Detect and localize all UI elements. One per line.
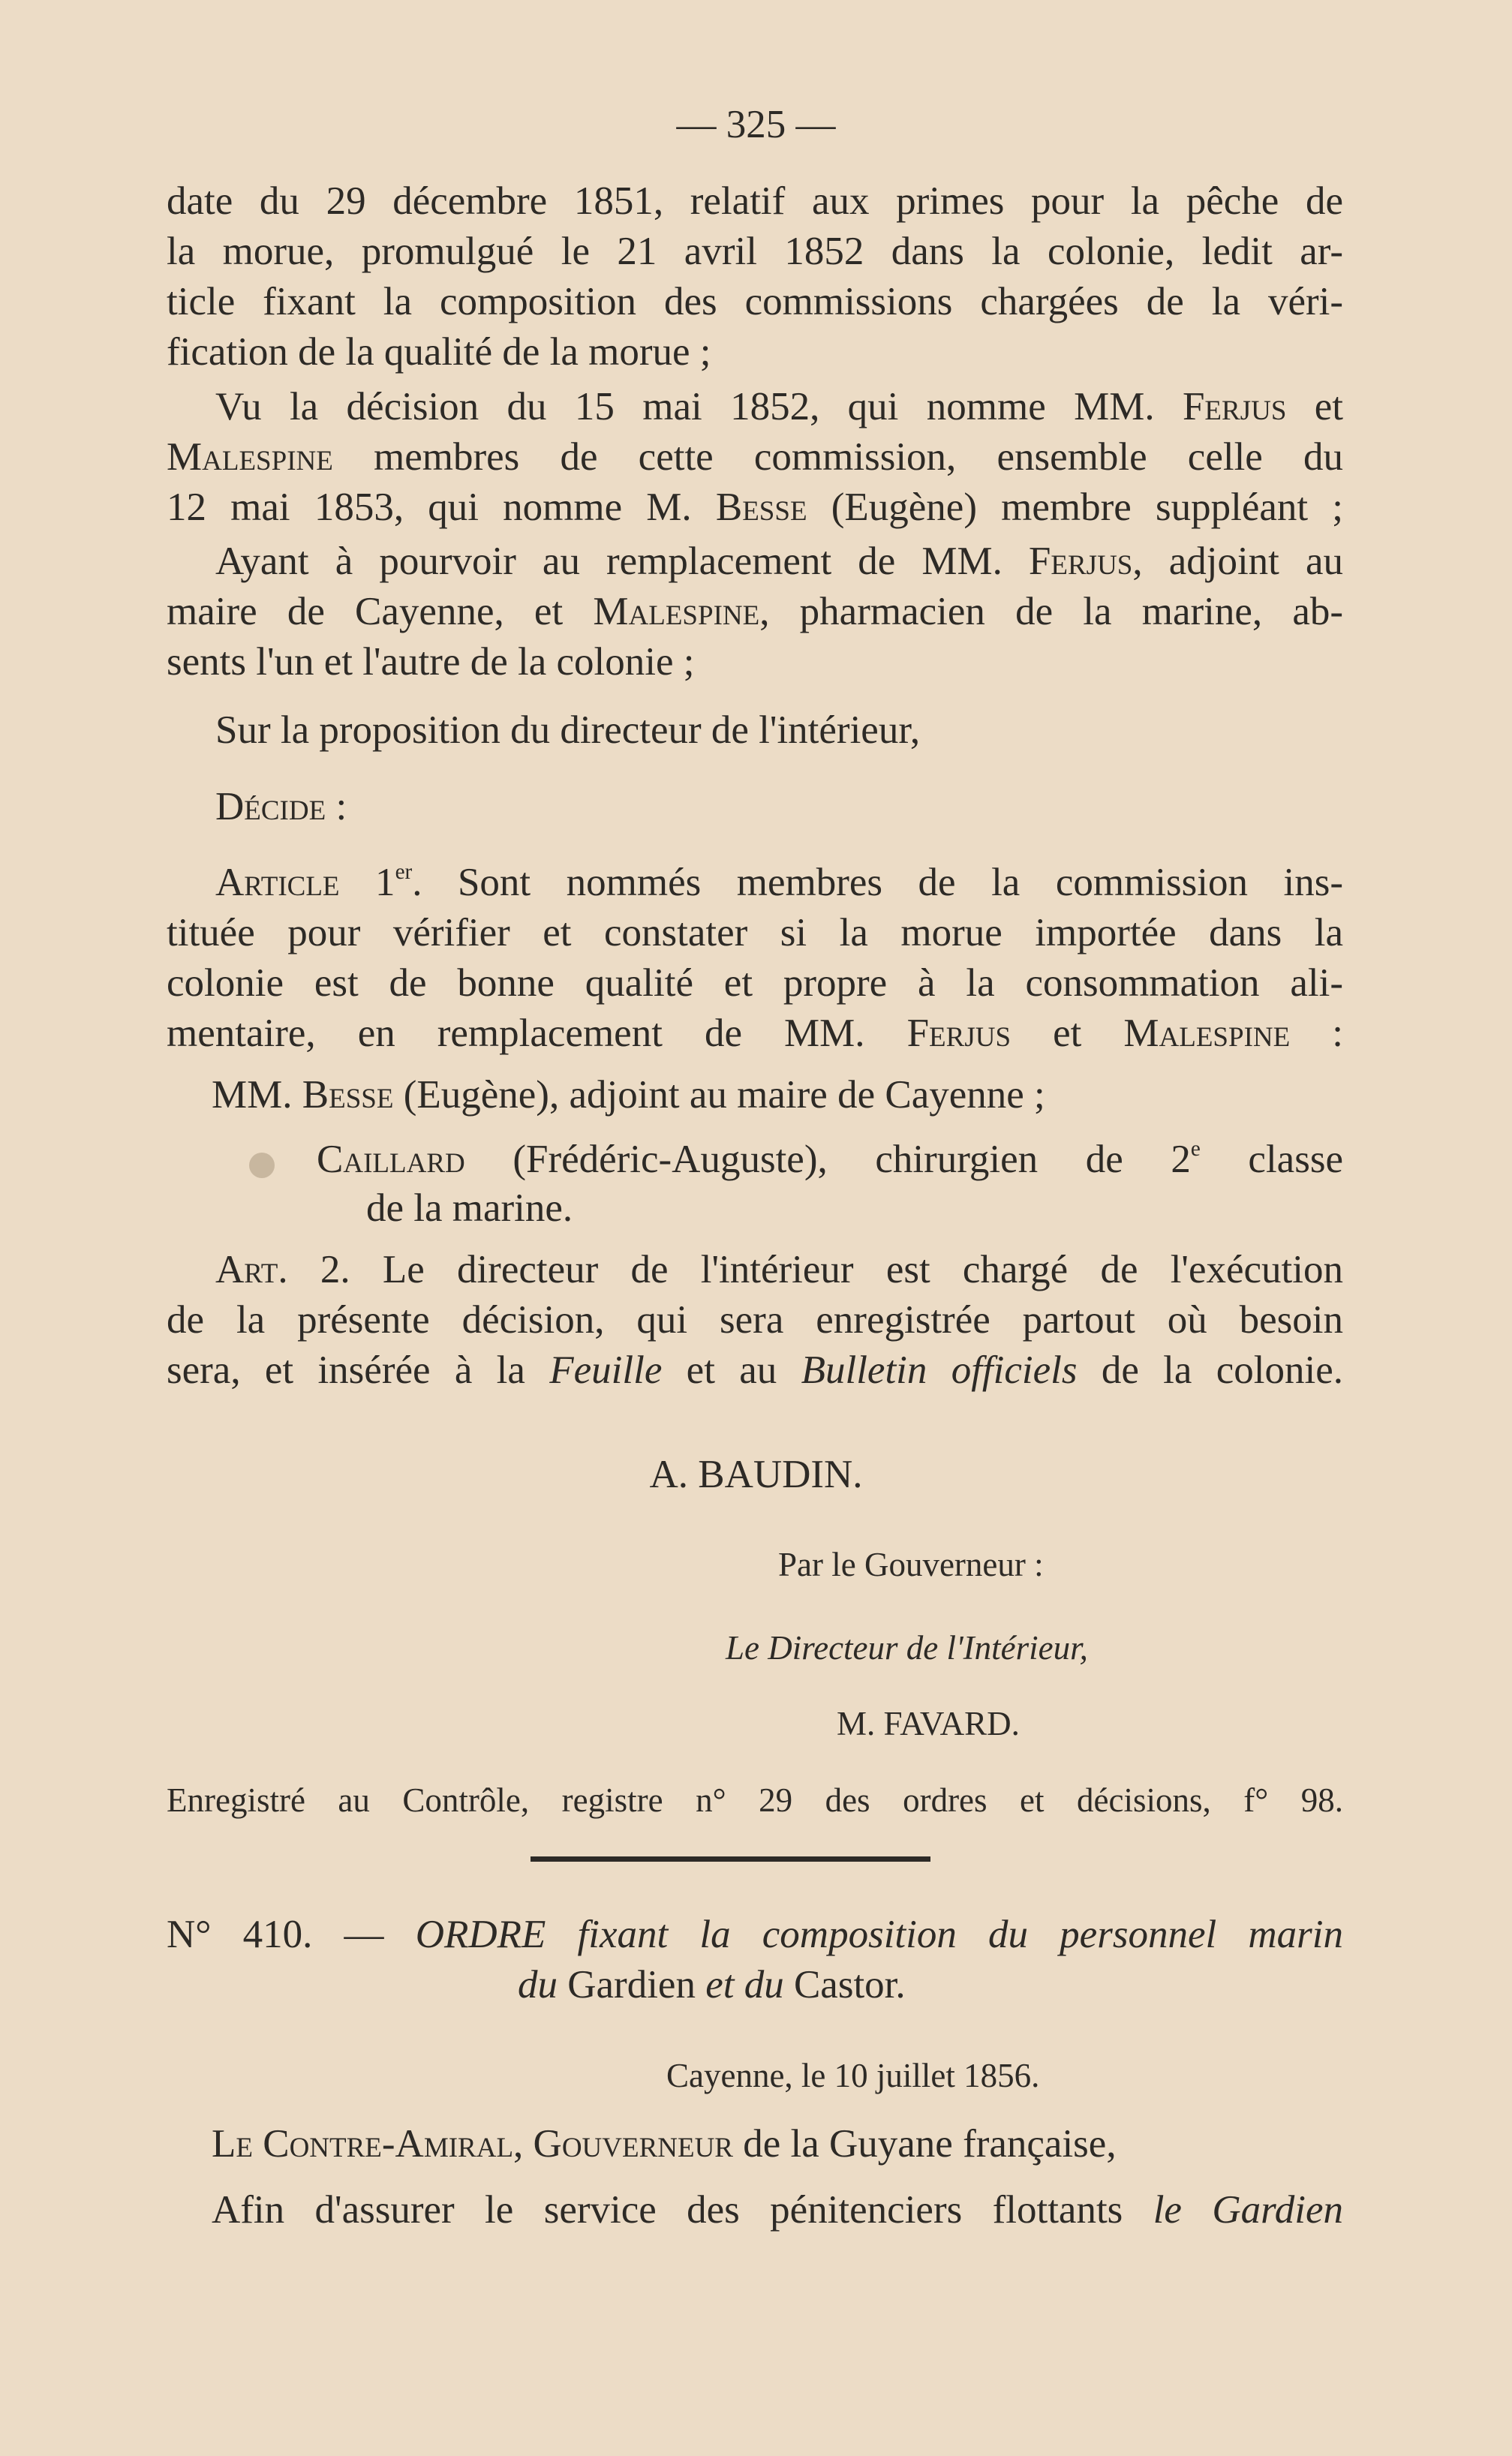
text-segment: ticle fixant la composition des commissions chargées de la véri- <box>167 280 1343 323</box>
paragraph-line <box>167 638 694 686</box>
text-segment: Sur la proposition du directeur de l'intérieur, <box>215 708 921 752</box>
text-segment: e <box>1190 1137 1201 1162</box>
text-segment: ORDRE fixant la composition du personnel marin <box>415 1913 1343 1956</box>
text-segment: Ferjus <box>1182 385 1287 428</box>
text-segment: Enregistré au Contrôle, registre n° 29 des ordres et décisions, f° 98. <box>167 1781 1343 1819</box>
text-segment: : <box>1290 1012 1344 1055</box>
signature-title <box>726 1624 1088 1672</box>
text-segment: de la présente décision, qui sera enregistrée partout où besoin <box>167 1298 1343 1342</box>
text-segment: : <box>326 785 347 828</box>
text-segment: et au <box>662 1348 801 1392</box>
text-segment: Gouverneur <box>533 2122 733 2166</box>
text-segment: 1 <box>339 861 395 904</box>
text-segment: M. FAVARD. <box>837 1705 1020 1742</box>
text-segment: Castor. <box>783 1963 906 2007</box>
text-segment: Art <box>215 1248 278 1291</box>
text-segment: Malespine <box>167 435 333 479</box>
text-segment: Vu la décision du 15 mai 1852, qui nomme MM. <box>215 385 1183 428</box>
signature-name <box>0 1450 1512 1499</box>
text-segment: de la marine. <box>366 1186 573 1230</box>
text-segment: Caillard <box>317 1138 465 1181</box>
article-line <box>167 1009 1343 1057</box>
text-segment: , adjoint au <box>1132 540 1343 583</box>
order-title <box>167 1910 1343 1958</box>
registration-line <box>167 1776 1343 1824</box>
text-segment: sents l'un et l'autre de la colonie ; <box>167 640 695 684</box>
text-segment: la morue, promulgué le 21 avril 1852 dans la colonie, ledit ar- <box>167 230 1343 273</box>
section-divider <box>531 1856 930 1862</box>
article-line <box>167 959 1343 1007</box>
text-segment: du <box>518 1963 558 2007</box>
paragraph-line <box>215 537 1343 585</box>
preamble-line <box>212 2120 1117 2168</box>
text-segment: fication de la qualité de la morue ; <box>167 330 711 374</box>
paper-speck <box>249 1153 275 1178</box>
text-segment: MM. <box>212 1073 302 1117</box>
body-line <box>167 227 1343 275</box>
article-line <box>167 909 1343 957</box>
appointee-line <box>366 1184 573 1232</box>
date-line <box>666 2052 1039 2100</box>
text-segment: Le Directeur de l'Intérieur, <box>726 1629 1088 1667</box>
text-segment: Malespine <box>593 590 760 633</box>
text-segment: le Gardien <box>1153 2188 1343 2232</box>
text-segment: A. BAUDIN. <box>649 1453 863 1496</box>
text-segment: de la colonie. <box>1077 1348 1343 1392</box>
text-segment: Ayant à pourvoir au remplacement de MM. <box>215 540 1029 583</box>
paragraph-line <box>215 383 1343 431</box>
text-segment: Ferjus <box>1028 540 1133 583</box>
text-segment: Afin d'assurer le service des pénitenciers flottants <box>212 2188 1153 2232</box>
text-segment: membres de cette commission, ensemble celle du <box>332 435 1343 479</box>
text-segment: Gardien <box>558 1963 706 2007</box>
text-segment: et du <box>705 1963 784 2007</box>
text-segment: Cayenne, le 10 juillet 1856. <box>666 2057 1040 2094</box>
text-segment: colonie est de bonne qualité et propre à la consommation ali- <box>167 961 1343 1005</box>
text-segment: maire de Cayenne, et <box>167 590 594 633</box>
text-segment: Ferjus <box>906 1012 1012 1055</box>
article-line <box>215 858 1343 906</box>
text-segment: Article <box>215 861 340 904</box>
text-segment: Malespine <box>1123 1012 1291 1055</box>
paragraph-line <box>167 483 1343 531</box>
body-line <box>167 278 1343 326</box>
text-segment: tituée pour vérifier et constater si la morue importée dans la <box>167 911 1343 954</box>
text-segment: (Eugène), adjoint au maire de Cayenne ; <box>393 1073 1045 1117</box>
page-number: — 325 — <box>676 103 836 146</box>
text-segment: classe <box>1200 1138 1343 1181</box>
preamble-line <box>212 2186 1343 2234</box>
text-segment: Besse <box>302 1073 394 1117</box>
decision-heading <box>215 783 347 831</box>
text-segment: Décide <box>215 785 326 828</box>
body-line <box>167 177 1343 225</box>
text-segment: Feuille <box>549 1348 663 1392</box>
paragraph-line <box>215 706 920 754</box>
appointee-line <box>317 1135 1343 1183</box>
text-segment: et <box>1286 385 1344 428</box>
appointee-line <box>212 1071 1045 1119</box>
text-segment: de la Guyane française, <box>732 2122 1117 2166</box>
article-line <box>167 1296 1343 1344</box>
text-segment: er <box>395 860 413 885</box>
text-segment: , pharmacien de la marine, ab- <box>759 590 1343 633</box>
signature-name <box>837 1700 1020 1748</box>
text-segment: date du 29 décembre 1851, relatif aux primes pour la pêche de <box>167 179 1343 223</box>
paragraph-line <box>167 588 1343 636</box>
text-segment: Bulletin officiels <box>801 1348 1078 1392</box>
paragraph-line <box>167 433 1343 481</box>
text-segment: . 2. Le directeur de l'intérieur est chargé de l'exécution <box>278 1248 1343 1291</box>
article-line <box>215 1246 1343 1294</box>
text-segment: Besse <box>715 485 807 529</box>
text-segment: . Sont nommés membres de la commission ins- <box>412 861 1344 904</box>
text-segment: , <box>513 2122 534 2166</box>
article-line <box>167 1346 1343 1394</box>
text-segment: Le Contre-Amiral <box>212 2122 514 2166</box>
order-title <box>518 1961 906 2009</box>
text-segment: Par le Gouverneur : <box>778 1546 1044 1583</box>
text-segment: (Eugène) membre suppléant ; <box>807 485 1343 529</box>
text-segment: sera, et insérée à la <box>167 1348 550 1392</box>
text-segment: mentaire, en remplacement de MM. <box>167 1012 907 1055</box>
text-segment: (Frédéric-Auguste), chirurgien de 2 <box>464 1138 1191 1181</box>
text-segment: N° 410. — <box>167 1913 416 1956</box>
text-segment: 12 mai 1853, qui nomme M. <box>167 485 716 529</box>
signature-line <box>778 1541 1044 1589</box>
text-segment: et <box>1011 1012 1124 1055</box>
body-line <box>167 328 711 376</box>
